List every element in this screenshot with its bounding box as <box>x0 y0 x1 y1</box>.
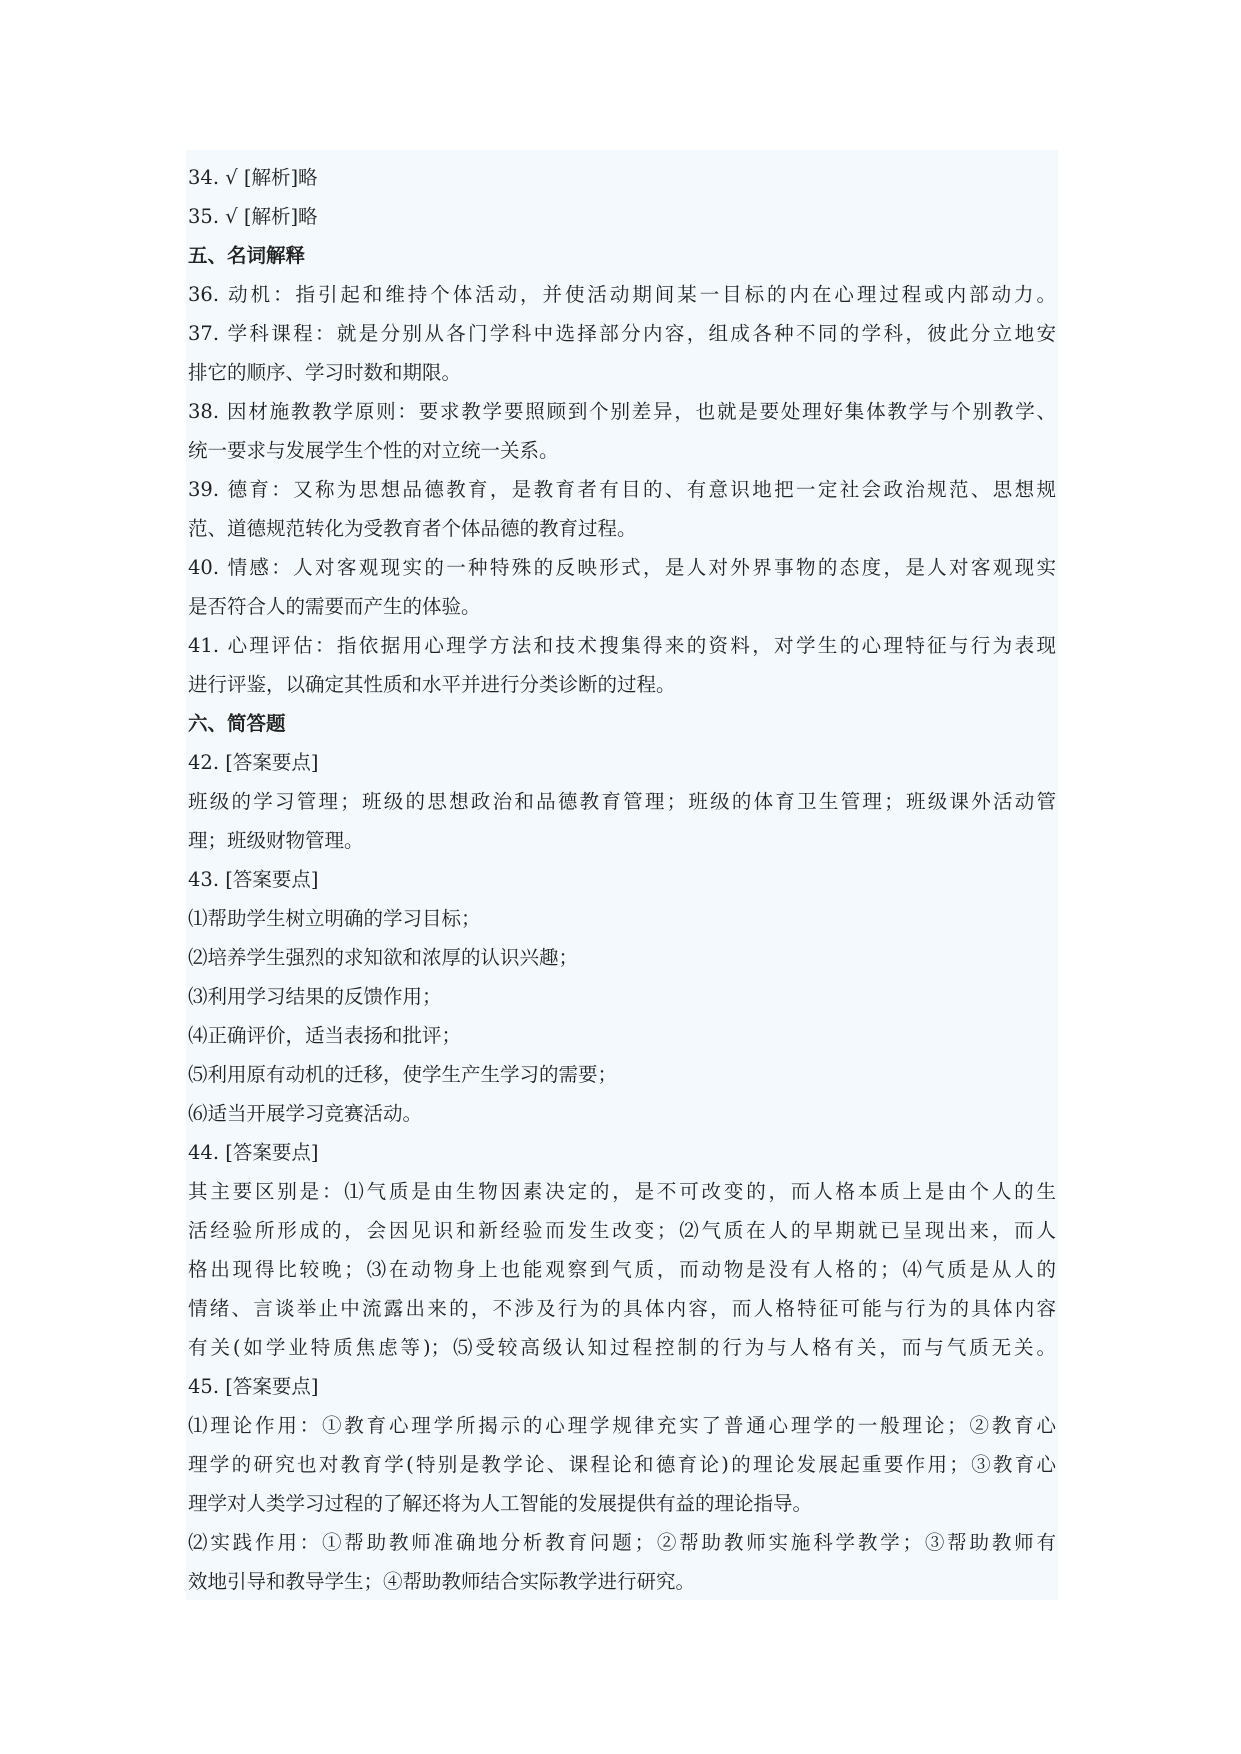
document-body <box>186 150 1058 1600</box>
text-line: ⑴帮助学生树立明确的学习目标； <box>188 907 481 930</box>
text-line: ⑷正确评价，适当表扬和批评； <box>188 1024 462 1047</box>
text-line: ⑶利用学习结果的反馈作用； <box>188 985 442 1008</box>
text-line: 有关(如学业特质焦虑等)；⑸受较高级认知过程控制的行为与人格有关，而与气质无关。 <box>188 1336 1056 1359</box>
text-line: 班级的学习管理；班级的思想政治和品德教育管理；班级的体育卫生管理；班级课外活动管 <box>188 790 1056 813</box>
text-line: 45. [答案要点] <box>188 1375 319 1398</box>
text-line: 38. 因材施教教学原则：要求教学要照顾到个别差异，也就是要处理好集体教学与个别教学、 <box>188 400 1056 423</box>
text-line: 范、道德规范转化为受教育者个体品德的教育过程。 <box>188 517 637 540</box>
text-line: 效地引导和教导学生；④帮助教师结合实际教学进行研究。 <box>188 1570 696 1593</box>
text-line: 活经验所形成的，会因见识和新经验而发生改变；⑵气质在人的早期就已呈现出来，而人 <box>188 1219 1056 1242</box>
text-line: 理；班级财物管理。 <box>188 829 364 852</box>
text-line: 理学对人类学习过程的了解还将为人工智能的发展提供有益的理论指导。 <box>188 1492 813 1515</box>
text-line: 37. 学科课程：就是分别从各门学科中选择部分内容，组成各种不同的学科，彼此分立地安 <box>188 322 1056 345</box>
text-line: 39. 德育：又称为思想品德教育，是教育者有目的、有意识地把一定社会政治规范、思想规 <box>188 478 1056 501</box>
text-line: 41. 心理评估：指依据用心理学方法和技术搜集得来的资料，对学生的心理特征与行为表现 <box>188 634 1056 657</box>
section-heading: 五、名词解释 <box>188 244 306 267</box>
text-line: 是否符合人的需要而产生的体验。 <box>188 595 481 618</box>
text-line: 格出现得比较晚；⑶在动物身上也能观察到气质，而动物是没有人格的；⑷气质是从人的 <box>188 1258 1056 1281</box>
text-line: 统一要求与发展学生个性的对立统一关系。 <box>188 439 559 462</box>
text-line: ⑵培养学生强烈的求知欲和浓厚的认识兴趣； <box>188 946 579 969</box>
text-line: 排它的顺序、学习时数和期限。 <box>188 361 462 384</box>
text-line: 理学的研究也对教育学(特别是教学论、课程论和德育论)的理论发展起重要作用；③教育心 <box>188 1453 1056 1476</box>
text-line: ⑴理论作用：①教育心理学所揭示的心理学规律充实了普通心理学的一般理论；②教育心 <box>188 1414 1056 1437</box>
text-line: ⑵实践作用：①帮助教师准确地分析教育问题；②帮助教师实施科学教学；③帮助教师有 <box>188 1531 1056 1554</box>
text-line: 44. [答案要点] <box>188 1141 319 1164</box>
text-line: 40. 情感：人对客观现实的一种特殊的反映形式，是人对外界事物的态度，是人对客观现实 <box>188 556 1056 579</box>
section-heading: 六、简答题 <box>188 712 286 735</box>
text-line: 43. [答案要点] <box>188 868 319 891</box>
text-line: 其主要区别是：⑴气质是由生物因素决定的，是不可改变的，而人格本质上是由个人的生 <box>188 1180 1056 1203</box>
text-line: 34. √ [解析]略 <box>188 166 318 189</box>
text-line: 进行评鉴，以确定其性质和水平并进行分类诊断的过程。 <box>188 673 676 696</box>
text-line: ⑹适当开展学习竞赛活动。 <box>188 1102 423 1125</box>
text-line: 42. [答案要点] <box>188 751 319 774</box>
text-line: 35. √ [解析]略 <box>188 205 318 228</box>
text-line: 36. 动机：指引起和维持个体活动，并使活动期间某一目标的内在心理过程或内部动力。 <box>188 283 1056 306</box>
text-line: ⑸利用原有动机的迁移，使学生产生学习的需要； <box>188 1063 618 1086</box>
text-line: 情绪、言谈举止中流露出来的，不涉及行为的具体内容，而人格特征可能与行为的具体内容 <box>188 1297 1056 1320</box>
